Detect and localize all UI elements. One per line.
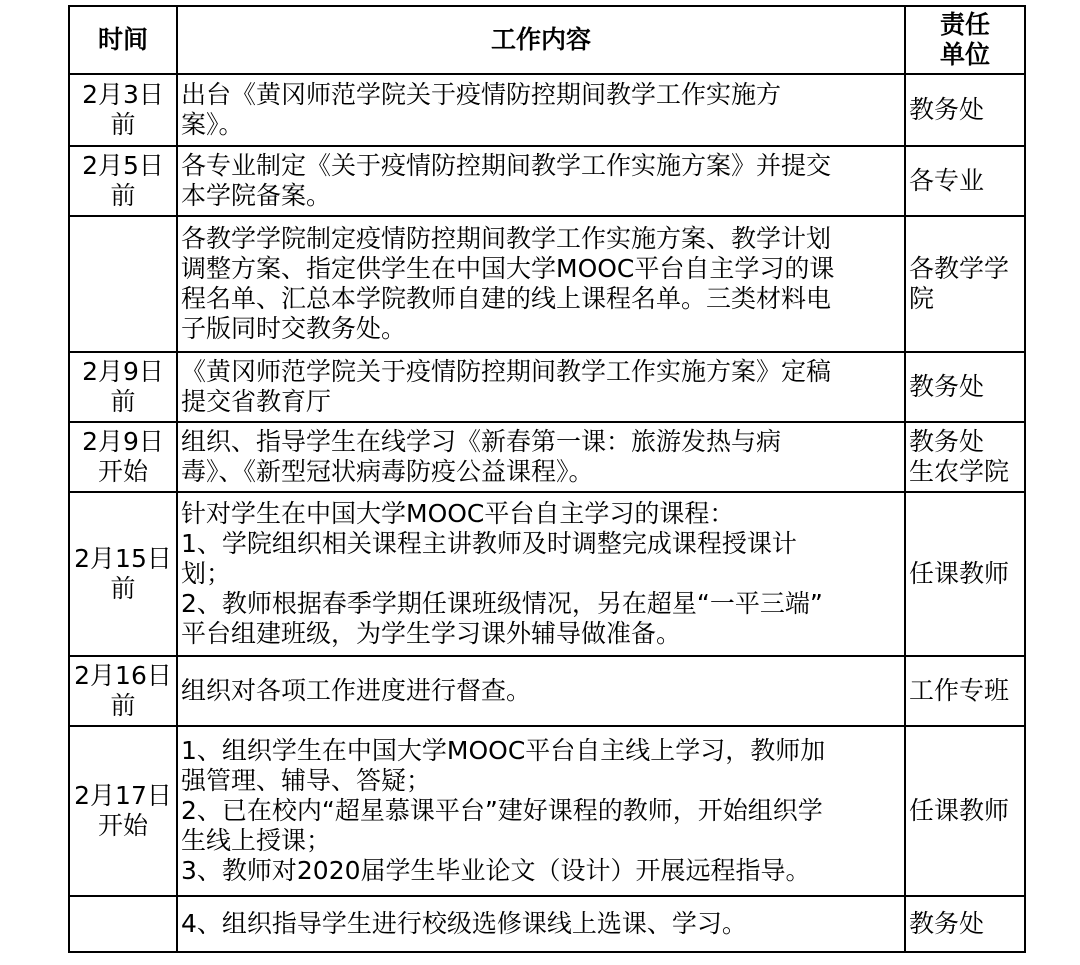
row-unit-cell-line: 教务处 bbox=[909, 372, 985, 401]
row-time-cell-line: 2月9日 bbox=[82, 427, 164, 456]
row-content-cell-line: 4、组织指导学生进行校级选修课线上选课、学习。 bbox=[181, 909, 747, 938]
row-content-cell-line: 平台组建班级，为学生学习课外辅导做准备。 bbox=[181, 619, 682, 648]
row-unit-cell bbox=[905, 656, 1025, 726]
row-content-cell-line: 提交省教育厅 bbox=[181, 387, 332, 416]
row-time-cell-line: 2月16日 bbox=[74, 661, 172, 690]
row-content-cell-line: 1、组织学生在中国大学MOOC平台自主线上学习，教师加 bbox=[181, 736, 826, 765]
row-unit-cell bbox=[905, 726, 1025, 896]
header-row bbox=[69, 6, 1025, 74]
row-unit-cell-line: 各教学学 bbox=[909, 254, 1010, 283]
row-unit-cell-line: 各专业 bbox=[909, 166, 985, 195]
row-content-cell bbox=[177, 656, 905, 726]
row-unit-cell bbox=[905, 146, 1025, 216]
header-unit-line: 单位 bbox=[939, 40, 990, 69]
row-unit-cell-line: 工作专班 bbox=[909, 676, 1010, 705]
row-time-cell bbox=[69, 216, 177, 352]
header-unit bbox=[905, 6, 1025, 74]
row-unit-cell-line: 院 bbox=[909, 284, 935, 313]
row-time-cell-line: 前 bbox=[110, 574, 136, 603]
schedule-row bbox=[69, 352, 1025, 422]
schedule-row bbox=[69, 492, 1025, 656]
row-content-cell-line: 本学院备案。 bbox=[181, 181, 332, 210]
row-content-cell-line: 强管理、辅导、答疑； bbox=[181, 766, 432, 795]
row-unit-cell-line: 生农学院 bbox=[909, 457, 1010, 486]
row-content-cell-line: 生线上授课； bbox=[181, 826, 332, 855]
row-time-cell-line: 2月5日 bbox=[82, 151, 164, 180]
row-time-cell-line: 前 bbox=[110, 691, 136, 720]
row-time-cell-line: 前 bbox=[110, 387, 136, 416]
schedule-row bbox=[69, 216, 1025, 352]
row-content-cell-line: 2、已在校内“超星慕课平台”建好课程的教师，开始组织学 bbox=[181, 796, 823, 825]
row-content-cell-line: 3、教师对2020届学生毕业论文（设计）开展远程指导。 bbox=[181, 856, 811, 885]
header-content: 工作内容 bbox=[177, 6, 905, 74]
schedule-row bbox=[69, 146, 1025, 216]
row-content-cell-line: 调整方案、指定供学生在中国大学MOOC平台自主学习的课 bbox=[181, 254, 835, 283]
row-content-cell bbox=[177, 896, 905, 952]
row-content-cell-line: 2、教师根据春季学期任课班级情况，另在超星“一平三端” bbox=[181, 589, 823, 618]
schedule-row bbox=[69, 726, 1025, 896]
row-unit-cell-line: 任课教师 bbox=[909, 796, 1010, 825]
row-unit-cell bbox=[905, 216, 1025, 352]
row-unit-cell-line: 任课教师 bbox=[909, 559, 1010, 588]
row-time-cell-line: 开始 bbox=[97, 811, 148, 840]
row-content-cell-line: 划； bbox=[181, 559, 232, 588]
schedule-row bbox=[69, 896, 1025, 952]
row-unit-cell bbox=[905, 896, 1025, 952]
row-content-cell bbox=[177, 726, 905, 896]
row-unit-cell bbox=[905, 422, 1025, 492]
row-unit-cell bbox=[905, 352, 1025, 422]
row-content-cell-line: 出台《黄冈师范学院关于疫情防控期间教学工作实施方 bbox=[181, 80, 782, 109]
row-content-cell-line: 组织、指导学生在线学习《新春第一课：旅游发热与病 bbox=[181, 427, 782, 456]
header-unit-line: 责任 bbox=[939, 10, 990, 39]
row-unit-cell bbox=[905, 74, 1025, 146]
row-content-cell bbox=[177, 146, 905, 216]
row-content-cell-line: 程名单、汇总本学院教师自建的线上课程名单。三类材料电 bbox=[181, 284, 832, 313]
row-content-cell-line: 1、学院组织相关课程主讲教师及时调整完成课程授课计 bbox=[181, 529, 797, 558]
row-time-cell-line: 前 bbox=[110, 181, 136, 210]
row-time-cell bbox=[69, 146, 177, 216]
row-time-cell-line: 2月3日 bbox=[82, 80, 164, 109]
row-content-cell bbox=[177, 352, 905, 422]
row-time-cell bbox=[69, 896, 177, 952]
row-time-cell bbox=[69, 74, 177, 146]
row-content-cell-line: 各专业制定《关于疫情防控期间教学工作实施方案》并提交 bbox=[181, 151, 832, 180]
row-time-cell bbox=[69, 492, 177, 656]
row-time-cell-line: 前 bbox=[110, 110, 136, 139]
row-time-cell bbox=[69, 352, 177, 422]
header-time: 时间 bbox=[69, 6, 177, 74]
row-time-cell-line: 开始 bbox=[97, 457, 148, 486]
row-time-cell-line: 2月9日 bbox=[82, 357, 164, 386]
schedule-table bbox=[68, 5, 1026, 953]
row-content-cell-line: 各教学学院制定疫情防控期间教学工作实施方案、教学计划 bbox=[181, 224, 832, 253]
row-time-cell-line: 2月17日 bbox=[74, 781, 172, 810]
schedule-row bbox=[69, 74, 1025, 146]
row-unit-cell-line: 教务处 bbox=[909, 427, 985, 456]
row-content-cell bbox=[177, 422, 905, 492]
row-content-cell-line: 组织对各项工作进度进行督查。 bbox=[181, 676, 532, 705]
row-content-cell-line: 针对学生在中国大学MOOC平台自主学习的课程： bbox=[181, 499, 735, 528]
row-time-cell bbox=[69, 726, 177, 896]
schedule-row bbox=[69, 656, 1025, 726]
row-time-cell-line: 2月15日 bbox=[74, 544, 172, 573]
row-content-cell-line: 《黄冈师范学院关于疫情防控期间教学工作实施方案》定稿 bbox=[181, 357, 832, 386]
row-unit-cell-line: 教务处 bbox=[909, 95, 985, 124]
row-content-cell bbox=[177, 216, 905, 352]
row-time-cell bbox=[69, 656, 177, 726]
schedule-row bbox=[69, 422, 1025, 492]
row-content-cell-line: 案》。 bbox=[181, 110, 244, 139]
row-unit-cell bbox=[905, 492, 1025, 656]
row-content-cell bbox=[177, 492, 905, 656]
row-content-cell-line: 毒》、《新型冠状病毒防疫公益课程》。 bbox=[181, 457, 594, 486]
row-content-cell-line: 子版同时交教务处。 bbox=[181, 314, 407, 343]
row-unit-cell-line: 教务处 bbox=[909, 909, 985, 938]
row-time-cell bbox=[69, 422, 177, 492]
row-content-cell bbox=[177, 74, 905, 146]
